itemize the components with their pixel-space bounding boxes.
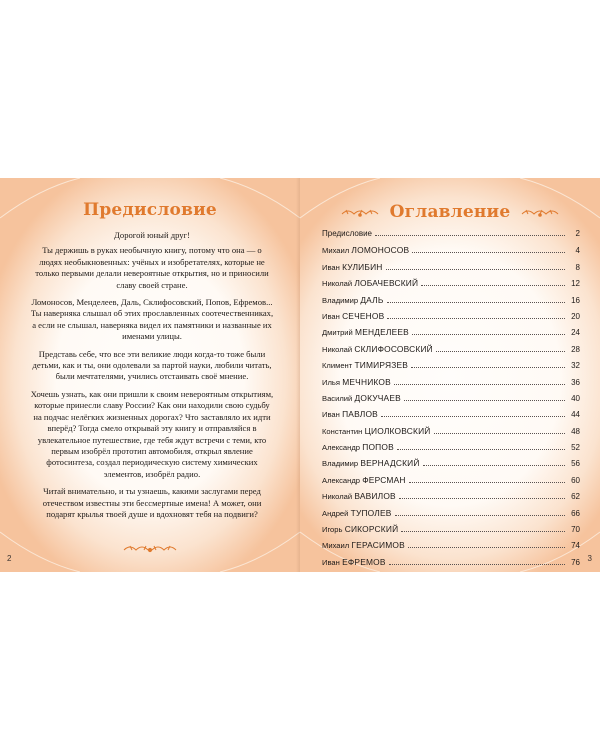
toc-leader-dots [387,302,565,303]
toc-page-number: 70 [571,525,580,535]
toc-leader-dots [389,564,565,565]
toc-entry[interactable] [322,311,580,327]
toc-last-name: КУЛИБИН [342,261,383,272]
toc-last-name: ЦИОЛКОВСКИЙ [364,425,431,436]
toc-first-name: Михаил [322,246,350,256]
toc-page-number: 32 [571,361,580,371]
toc-first-name: Владимир [322,295,359,305]
toc-last-name: ПОПОВ [362,442,394,453]
toc-entry[interactable] [322,393,580,409]
toc-last-name: ДОКУЧАЕВ [354,392,401,403]
table-of-contents [322,229,580,572]
toc-last-name: ЛОМОНОСОВ [351,245,410,256]
toc-entry[interactable] [322,229,580,245]
toc-entry[interactable] [322,409,580,425]
toc-last-name: ВЕРНАДСКИЙ [360,458,420,469]
toc-entry[interactable] [322,508,580,524]
paragraph: Читай внимательно, и ты узнаешь, какими заслугами перед отечеством известны эти бессмертные имена! А может, они подарят крылья твоей душе и вдохновят тебя на подвиги? [42,486,262,519]
ornament-flourish-icon [520,206,560,218]
toc-leader-dots [421,285,565,286]
toc-page-number: 28 [571,344,580,354]
toc-first-name: Иван [322,557,340,567]
toc-first-name: Владимир [322,459,359,469]
toc-leader-dots [409,482,565,483]
toc-entry[interactable] [322,245,580,261]
toc-page-number: 62 [571,492,580,502]
page-number: 3 [587,554,592,563]
toc-entry[interactable] [322,557,580,572]
toc-leader-dots [399,498,565,499]
toc-first-name: Игорь [322,525,343,535]
toc-entry-title: Предисловие [322,229,372,238]
toc-page-number: 24 [571,328,580,338]
toc-title-row [300,200,600,224]
page-title: Предисловие [83,200,217,220]
paragraph: Представь себе, что все эти великие люди когда-то тоже были детьми, как и ты, они одолевали за партой науки, любили читать, были мечтателями, учились отстаивать своё мнение. [32,348,272,382]
toc-page-number: 20 [571,311,580,321]
toc-first-name: Михаил [322,541,350,551]
toc-entry[interactable] [322,262,580,278]
toc-leader-dots [381,416,565,417]
toc-entry[interactable] [322,442,580,458]
toc-page-number: 66 [571,508,580,518]
toc-entry[interactable] [322,360,580,376]
toc-leader-dots [412,334,565,335]
toc-page-number: 16 [571,295,580,305]
toc-page-number: 52 [571,443,580,453]
toc-page-number: 74 [571,541,580,551]
toc-last-name: МЕНДЕЛЕЕВ [355,327,409,338]
preface-text [30,230,274,526]
toc-last-name: ФЕРСМАН [362,474,406,485]
toc-first-name: Андрей [322,508,349,518]
toc-leader-dots [404,400,565,401]
toc-page-number: 76 [571,557,580,567]
toc-last-name: ТУПОЛЕВ [350,507,392,518]
page-title: Оглавление [389,202,511,222]
toc-first-name: Константин [322,426,363,436]
toc-entry[interactable] [322,491,580,507]
toc-first-name: Александр [322,475,360,485]
toc-entry[interactable] [322,278,580,294]
toc-last-name: СИКОРСКИЙ [344,524,399,535]
toc-entry[interactable] [322,377,580,393]
toc-last-name: ДАЛЬ [360,294,384,305]
toc-last-name: СЕЧЕНОВ [342,310,385,321]
toc-page-number: 60 [571,475,580,485]
toc-first-name: Дмитрий [322,328,353,338]
toc-leader-dots [436,351,565,352]
toc-leader-dots [434,433,565,434]
toc-first-name: Василий [322,393,353,403]
toc-last-name: ГЕРАСИМОВ [351,540,405,551]
toc-last-name: ПАВЛОВ [342,409,378,420]
toc-page-number: 4 [575,246,580,256]
toc-leader-dots [387,318,565,319]
toc-first-name: Климент [322,361,353,371]
toc-entry[interactable] [322,524,580,540]
paragraph: Ломоносов, Менделеев, Даль, Склифосовский, Попов, Ефремов... Ты наверняка слышал об этих прославленных соотечественниках, а если не слышал, наверняка видел их памятники и названные их именами улицы. [30,297,274,342]
toc-entry[interactable] [322,295,580,311]
toc-first-name: Александр [322,443,360,453]
toc-last-name: ЕФРЕМОВ [342,556,386,567]
toc-leader-dots [386,269,565,270]
toc-leader-dots [411,367,565,368]
toc-entry[interactable] [322,458,580,474]
toc-page-number: 12 [571,279,580,289]
left-page [0,178,300,572]
page-number: 2 [7,554,12,563]
toc-entry[interactable] [322,327,580,343]
toc-leader-dots [401,531,565,532]
ornament-flourish-icon [340,206,380,218]
toc-first-name: Николай [322,279,353,289]
toc-first-name: Иван [322,311,340,321]
toc-entry[interactable] [322,344,580,360]
toc-first-name: Илья [322,377,340,387]
paragraph: Дорогой юный друг! [114,230,190,240]
toc-page-number: 56 [571,459,580,469]
toc-first-name: Николай [322,492,353,502]
toc-leader-dots [395,515,565,516]
toc-entry[interactable] [322,426,580,442]
toc-entry[interactable] [322,540,580,556]
toc-last-name: ВАВИЛОВ [354,491,396,502]
ornament-flourish-icon [122,542,178,554]
right-page [300,178,600,572]
toc-first-name: Иван [322,410,340,420]
toc-page-number: 40 [571,393,580,403]
paragraph: Ты держишь в руках необычную книгу, потому что она — о людях необыкновенных: учёных и изобретателях, которые не только первыми делали невероятные открытия, но и приносили славу своей стране. [35,245,269,290]
toc-page-number: 44 [571,410,580,420]
book-spread [0,178,600,572]
toc-leader-dots [408,547,565,548]
paragraph: Хочешь узнать, как они пришли к своим невероятным открытиям, которые принесли славу России? Как они находили свою судьбу на подчас нелёгких жизненных дорогах? Что заставляло их идти вперёд? Тогда смело открывай эту книгу и отправляйся в увлекательное путешествие, где тебя ждут встречи с теми, кто первым изобрёл прототип автомобиля, открыл явление фотосинтеза, создал периодическую систему химических элементов, изобрёл радио. [30,388,274,479]
toc-page-number: 8 [575,262,580,272]
toc-leader-dots [423,465,565,466]
toc-last-name: ТИМИРЯЗЕВ [354,360,409,371]
toc-leader-dots [394,384,565,385]
toc-leader-dots [412,252,565,253]
toc-leader-dots [397,449,565,450]
toc-leader-dots [375,235,565,236]
toc-last-name: МЕЧНИКОВ [342,376,391,387]
toc-last-name: СКЛИФОСОВСКИЙ [354,343,433,354]
toc-entry[interactable] [322,475,580,491]
toc-page-number: 36 [571,377,580,387]
toc-page-number: 2 [575,229,580,238]
toc-last-name: ЛОБАЧЕВСКИЙ [354,278,419,289]
toc-page-number: 48 [571,426,580,436]
toc-first-name: Иван [322,262,340,272]
toc-first-name: Николай [322,344,353,354]
